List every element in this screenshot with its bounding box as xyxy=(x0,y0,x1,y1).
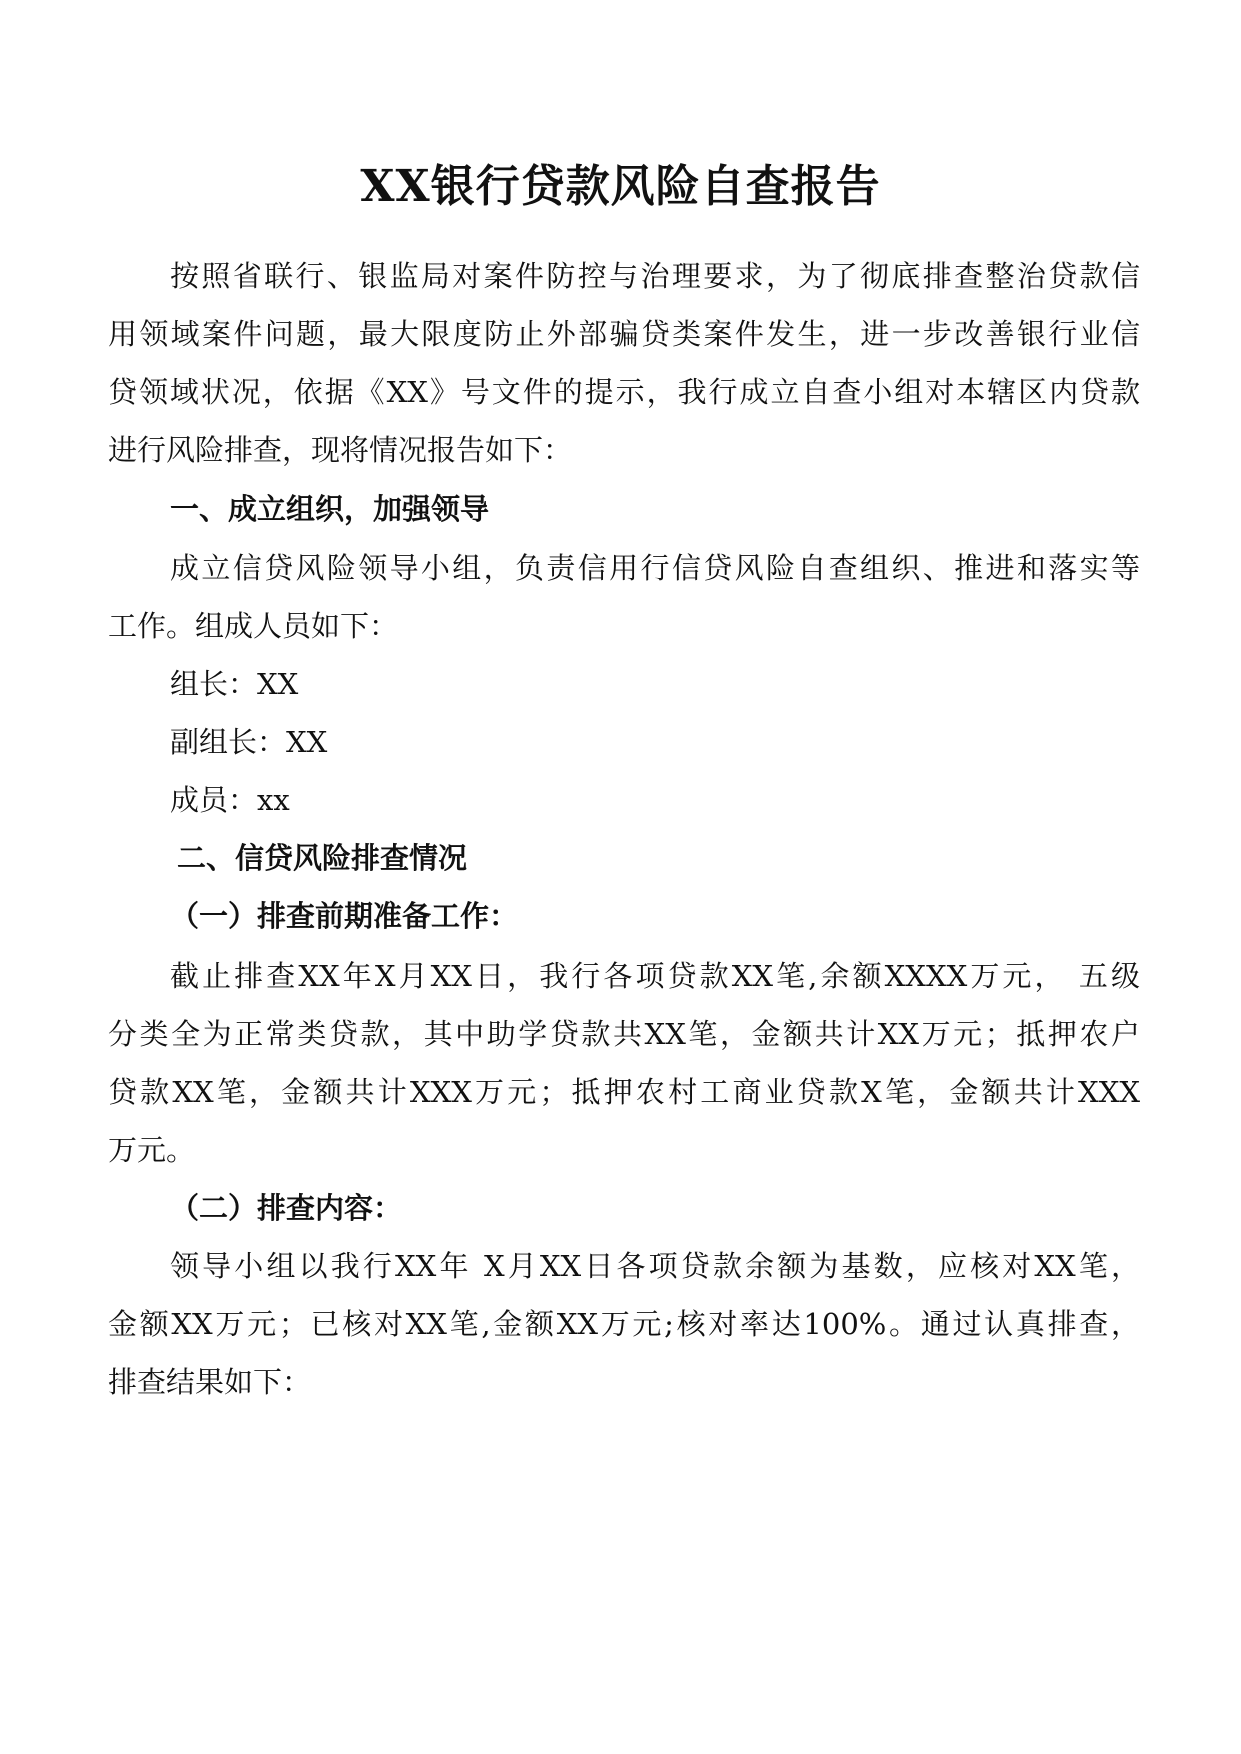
section-2-heading: 二、信贷风险排查情况 xyxy=(177,841,468,875)
subsection-2-line-2: 金额XX万元；已核对XX笔,金额XX万元;核对率达100%。通过认真排查， xyxy=(108,1307,1140,1341)
group-members: 成员：xx xyxy=(170,783,290,817)
intro-line-4: 进行风险排查，现将情况报告如下： xyxy=(108,433,573,467)
subsection-2-heading: （二）排查内容： xyxy=(170,1191,403,1225)
deputy-group-leader: 副组长：XX xyxy=(170,725,328,759)
intro-line-3: 贷领域状况，依据《XX》号文件的提示，我行成立自查小组对本辖区内贷款 xyxy=(108,375,1140,409)
section-1-line-2: 工作。组成人员如下： xyxy=(108,609,399,643)
intro-line-2: 用领域案件问题，最大限度防止外部骗贷类案件发生，进一步改善银行业信 xyxy=(108,317,1140,351)
document-title: XX银行贷款风险自查报告 xyxy=(360,161,881,212)
subsection-2-line-3: 排查结果如下： xyxy=(108,1365,312,1399)
subsection-1-line-4: 万元。 xyxy=(108,1133,196,1167)
intro-line-1: 按照省联行、银监局对案件防控与治理要求，为了彻底排查整治贷款信 xyxy=(170,259,1140,293)
section-1-line-1: 成立信贷风险领导小组，负责信用行信贷风险自查组织、推进和落实等 xyxy=(170,551,1140,585)
subsection-2-line-1: 领导小组以我行XX年 X月XX日各项贷款余额为基数，应核对XX笔， xyxy=(170,1249,1140,1283)
subsection-1-line-1: 截止排查XX年X月XX日，我行各项贷款XX笔,余额XXXX万元， 五级 xyxy=(170,959,1140,993)
group-leader: 组长：XX xyxy=(170,667,299,701)
subsection-1-line-3: 贷款XX笔，金额共计XXX万元；抵押农村工商业贷款X笔，金额共计XXX xyxy=(108,1075,1140,1109)
section-1-heading: 一、成立组织，加强领导 xyxy=(170,492,490,526)
subsection-1-line-2: 分类全为正常类贷款，其中助学贷款共XX笔，金额共计XX万元；抵押农户 xyxy=(108,1017,1140,1051)
subsection-1-heading: （一）排查前期准备工作： xyxy=(170,899,519,933)
